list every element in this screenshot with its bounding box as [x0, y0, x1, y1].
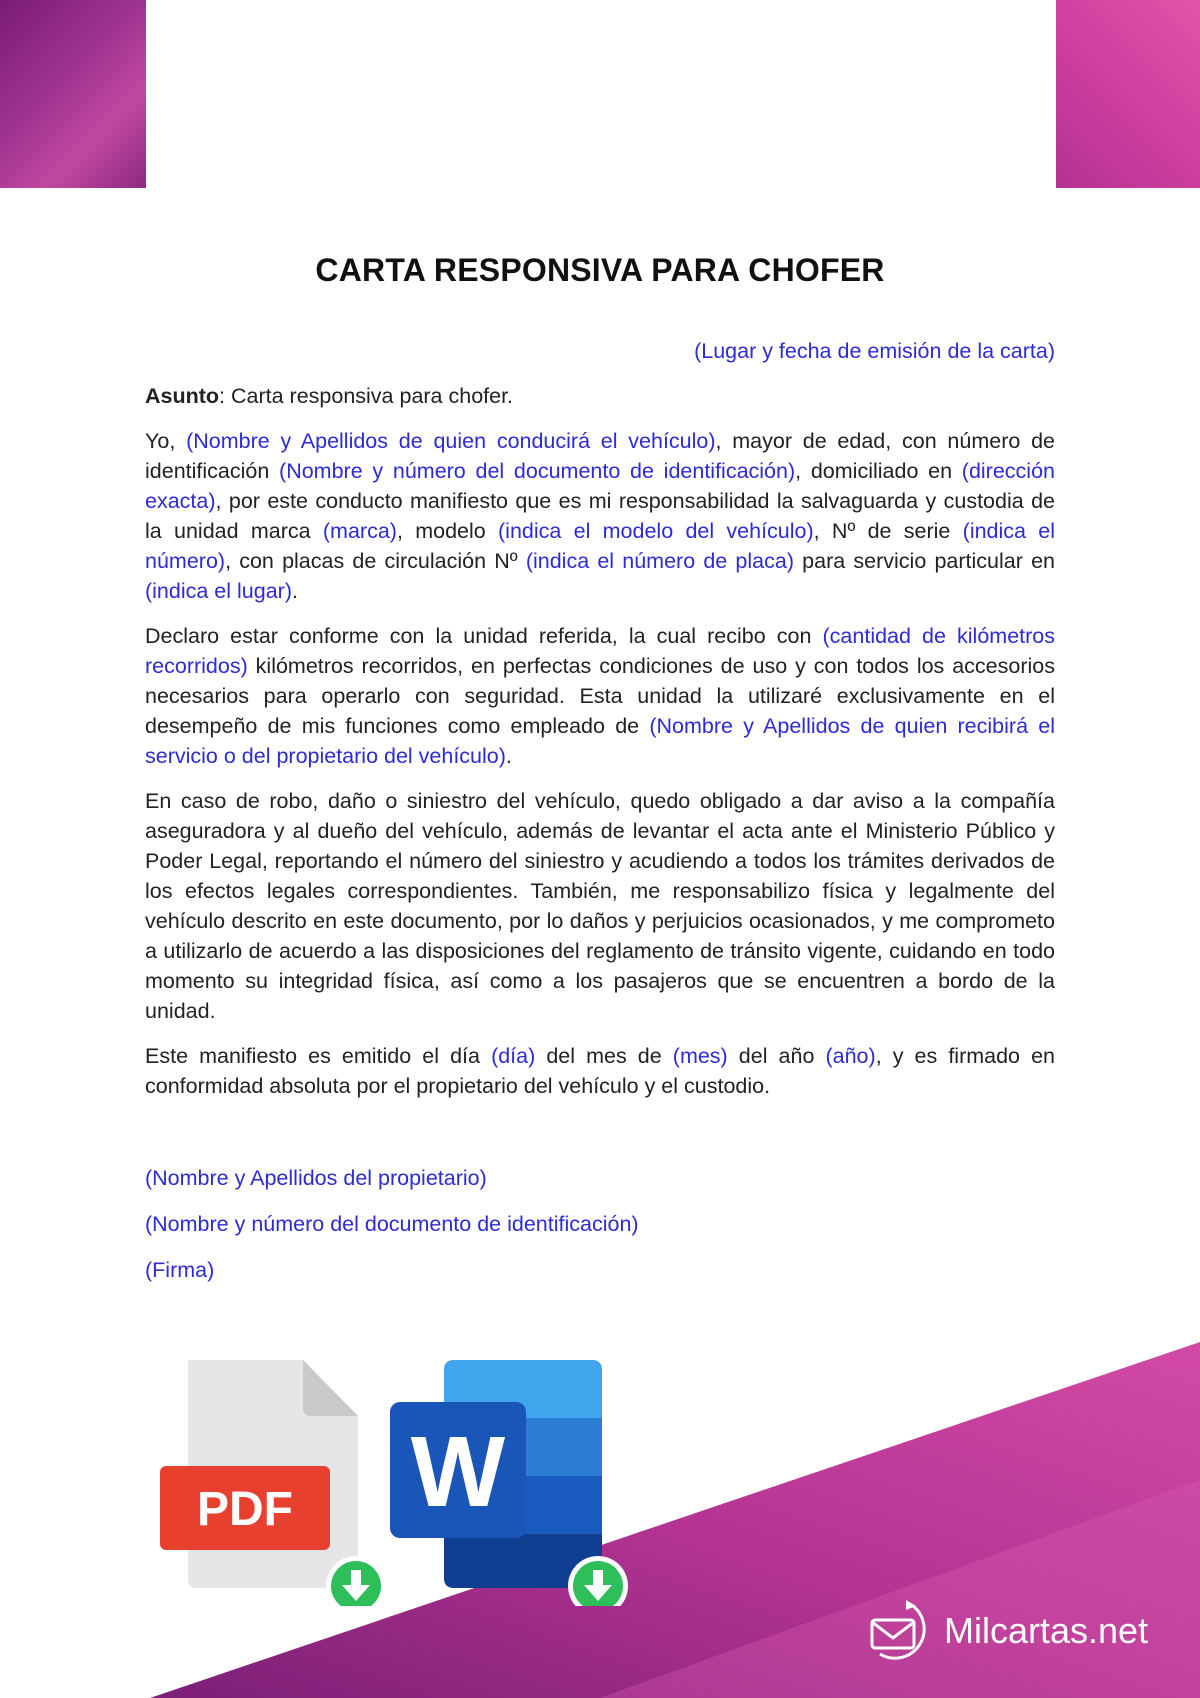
- signature-id-line: [145, 1209, 1055, 1239]
- placeholder-kilometers: (cantidad de kilómetros recorridos): [145, 624, 1055, 678]
- brand-name: Milcartas.net: [944, 1610, 1149, 1651]
- word-file-icon: [390, 1360, 602, 1588]
- placeholder-place: (indica el lugar): [145, 579, 292, 603]
- place-date-line: [145, 336, 1055, 366]
- text-span: , modelo: [396, 519, 499, 543]
- corner-decoration-right: [1056, 0, 1200, 188]
- document-title: CARTA RESPONSIVA PARA CHOFER: [315, 252, 885, 288]
- placeholder-plate: (indica el número de placa): [525, 549, 794, 573]
- download-pdf-button[interactable]: [158, 1356, 388, 1606]
- text-span: , domiciliado en: [795, 459, 962, 483]
- letter-body: [145, 336, 1055, 1301]
- signature-sign-line: [145, 1255, 1055, 1285]
- text-span: del año: [727, 1044, 826, 1068]
- text-span: para servicio particular en: [794, 549, 1055, 573]
- placeholder-day: (día): [491, 1044, 536, 1068]
- text-span: Yo,: [145, 429, 187, 453]
- placeholder-owner-name: (Nombre y Apellidos del propietario): [145, 1166, 487, 1190]
- paragraph-conformity: [145, 621, 1055, 771]
- subject-label: Asunto: [145, 384, 220, 408]
- place-date-placeholder: (Lugar y fecha de emisión de la carta): [694, 339, 1055, 363]
- paragraph-issuance: [145, 1041, 1055, 1101]
- subject-line: [145, 381, 1055, 411]
- signature-name-line: [145, 1163, 1055, 1193]
- placeholder-month: (mes): [672, 1044, 728, 1068]
- placeholder-year: (año): [825, 1044, 876, 1068]
- placeholder-serial: (indica el número): [145, 519, 1056, 573]
- word-label: W: [410, 1416, 506, 1528]
- placeholder-model: (indica el modelo del vehículo): [498, 519, 814, 543]
- text-span: kilómetros recorridos, en perfectas condiciones de uso y con todos los accesorios necesarios para operarlo con seguridad. Esta unidad la utilizaré exclusivamente en el desempeño de mis funciones como empleado de: [145, 654, 1055, 738]
- envelope-logo-icon: [866, 1598, 938, 1664]
- placeholder-address: (dirección exacta): [145, 459, 1055, 513]
- placeholder-driver-name: (Nombre y Apellidos de quien conducirá el vehículo): [186, 429, 716, 453]
- text-span: Este manifiesto es emitido el día: [145, 1044, 492, 1068]
- text-span: , por este conducto manifiesto que es mi responsabilidad la salvaguarda y custodia de la unidad marca: [145, 489, 1055, 543]
- corner-decoration-left: [0, 0, 146, 188]
- pdf-file-icon: [160, 1360, 358, 1588]
- placeholder-brand: (marca): [322, 519, 397, 543]
- subject-text: : Carta responsiva para chofer.: [219, 384, 514, 408]
- text-span: .: [505, 744, 512, 768]
- download-word-button[interactable]: [388, 1356, 628, 1606]
- placeholder-employer-name: (Nombre y Apellidos de quien recibirá el servicio o del propietario del vehículo): [145, 714, 1055, 768]
- placeholder-id-document: (Nombre y número del documento de identificación): [279, 459, 796, 483]
- text-span: Declaro estar conforme con la unidad referida, la cual recibo con: [145, 624, 823, 648]
- text-span: , Nº de serie: [813, 519, 963, 543]
- placeholder-owner-id: (Nombre y número del documento de identificación): [145, 1212, 639, 1236]
- placeholder-signature: (Firma): [145, 1258, 215, 1282]
- text-span: , y es firmado en conformidad absoluta por el propietario del vehículo y el custodio.: [145, 1044, 1055, 1098]
- text-span: .: [291, 579, 298, 603]
- text-span: del mes de: [535, 1044, 673, 1068]
- paragraph-incident: En caso de robo, daño o siniestro del vehículo, quedo obligado a dar aviso a la compañía aseguradora y al dueño del vehículo, además de levantar el acta ante el Ministerio Público y Poder Legal, reportando el número del siniestro y acudiendo a todos los trámites derivados de los efectos legales correspondientes. También, me responsabilizo física y legalmente del vehículo descrito en este documento, por lo daños y perjuicios ocasionados, y me comprometo a utilizarlo de acuerdo a las disposiciones del reglamento de tránsito vigente, cuidando en todo momento su integridad física, así como a los pasajeros que se encuentren a bordo de la unidad.: [145, 789, 1055, 1023]
- text-span: , mayor de edad, con número de identificación: [145, 429, 1055, 483]
- pdf-label: PDF: [197, 1483, 293, 1536]
- text-span: , con placas de circulación Nº: [225, 549, 526, 573]
- brand-logo: [866, 1598, 1166, 1664]
- signature-block: [145, 1163, 1055, 1285]
- paragraph-identity: [145, 426, 1055, 606]
